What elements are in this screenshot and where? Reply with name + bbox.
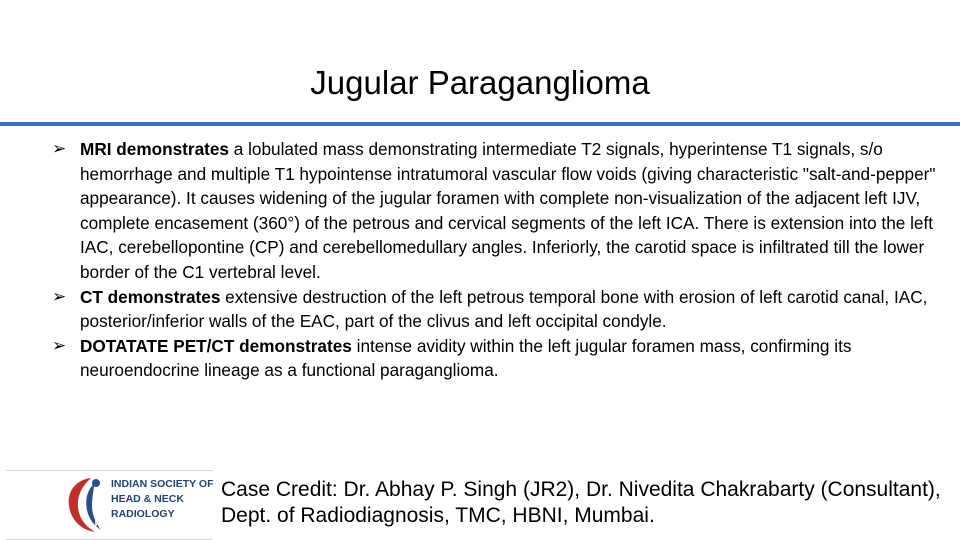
bullet-heading: MRI demonstrates xyxy=(80,139,229,159)
logo-line: INDIAN SOCIETY OF xyxy=(111,478,214,490)
bullet-text: extensive destruction of the left petrous temporal bone with erosion of left carotid canal, IAC, posterior/inferior walls of the EAC, part of the clivus and left occipital condyle. xyxy=(80,286,928,332)
title-divider xyxy=(0,122,960,126)
bullet-heading: CT demonstrates xyxy=(80,286,221,307)
head-neck-logo-icon xyxy=(61,474,109,536)
bullet-text: intense avidity within the left jugular foramen mass, confirming its neuroendocrine lineage as a functional paraganglioma. xyxy=(80,335,852,381)
bullet-mri xyxy=(52,137,944,285)
case-credit: Case Credit: Dr. Abhay P. Singh (JR2), Dr. Nivedita Chakrabarty (Consultant), Dept. of Radiodiagnosis, TMC, HBNI, Mumbai. xyxy=(221,478,941,527)
bullet-pet-ct xyxy=(52,334,944,383)
logo-line: HEAD & NECK xyxy=(111,493,184,505)
arrow-bullet-icon: ➢ xyxy=(52,286,67,306)
logo-text xyxy=(111,477,215,522)
slide-title: Jugular Paraganglioma xyxy=(310,64,650,101)
bullet-heading: DOTATATE PET/CT demonstrates xyxy=(80,335,352,356)
society-logo xyxy=(6,470,213,540)
logo-line: RADIOLOGY xyxy=(111,508,175,520)
bullet-list xyxy=(52,137,944,383)
bullet-text: a lobulated mass demonstrating intermediate T2 signals, hyperintense T1 signals, s/o hemorrhage and multiple T1 hypointense intratumoral vascular flow voids (giving characteristic "salt-and-pepper" appearance). It causes widening of the jugular foramen with complete non-visualization of the adjacent left IJV, complete encasement (360°) of the petrous and cervical segments of the left ICA. There is extension into the left IAC, cerebellopontine (CP) and cerebellomedullary angles. Inferiorly, the carotid space is infiltrated till the lower border of the C1 vertebral level. xyxy=(80,139,936,282)
bullet-ct xyxy=(52,285,944,334)
arrow-bullet-icon: ➢ xyxy=(52,139,67,158)
arrow-bullet-icon: ➢ xyxy=(52,335,67,355)
